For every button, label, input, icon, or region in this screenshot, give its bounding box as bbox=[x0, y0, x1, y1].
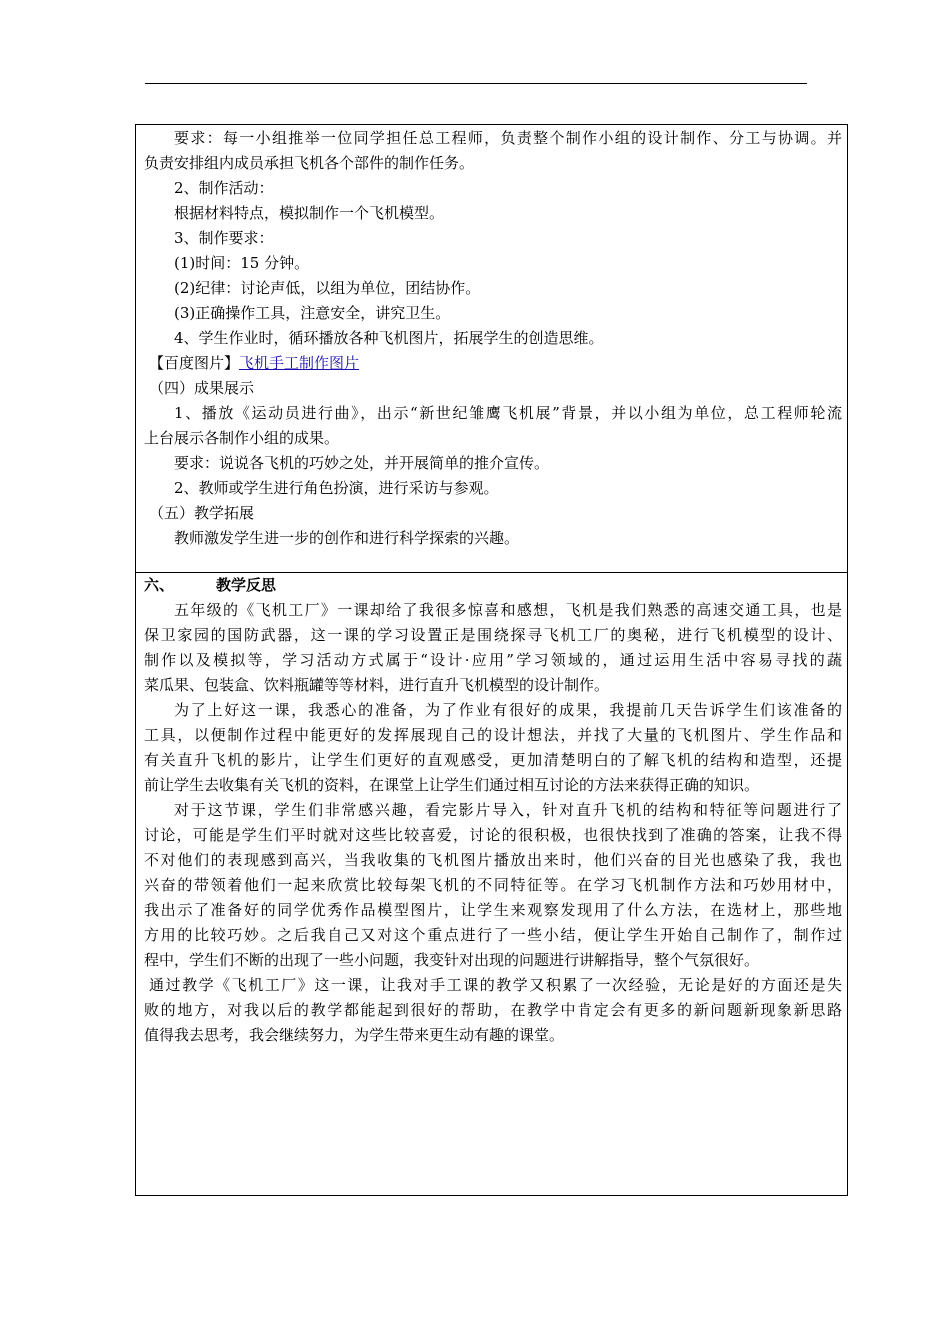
reflection-p2-line-3: 有关直升飞机的影片，让学生们更好的直观感受，更加清楚明白的了解飞机的结构和造型，还提 bbox=[144, 751, 842, 769]
activity-cell bbox=[136, 125, 847, 573]
reflection-heading bbox=[144, 573, 842, 598]
resource-line bbox=[149, 351, 842, 376]
baidu-image-link[interactable]: 飞机手工制作图片 bbox=[239, 354, 360, 372]
requirement-time: (1)时间：15 分钟。 bbox=[174, 254, 310, 272]
section-title: 教学反思 bbox=[216, 576, 277, 594]
results-requirement: 要求：说说各飞机的巧妙之处，并开展简单的推介宣传。 bbox=[174, 454, 550, 472]
reflection-p2-line-4: 前让学生去收集有关飞机的资料，在课堂上让学生们通过相互讨论的方法来获得正确的知识。 bbox=[144, 776, 760, 794]
extension-heading: （五）教学拓展 bbox=[149, 504, 255, 522]
section-number: 六、 bbox=[144, 576, 175, 594]
reflection-p1-line-4: 菜瓜果、包装盒、饮料瓶罐等等材料，进行直升飞机模型的设计制作。 bbox=[144, 676, 610, 694]
reflection-cell bbox=[136, 573, 847, 1195]
reflection-p4-line-1: 通过教学《飞机工厂》这一课，让我对手工课的教学又积累了一次经验，无论是好的方面还是失 bbox=[149, 976, 842, 994]
reflection-p3-line-1: 对于这节课，学生们非常感兴趣，看完影片导入，针对直升飞机的结构和特征等问题进行了 bbox=[174, 801, 842, 819]
reflection-p3-line-2: 讨论，可能是学生们平时就对这些比较喜爱，讨论的很积极，也很快找到了准确的答案，让我不得 bbox=[144, 826, 842, 844]
reflection-p4-line-2: 败的地方，对我以后的教学都能起到很好的帮助，在教学中肯定会有更多的新问题新现象新思路 bbox=[144, 1001, 842, 1019]
reflection-p3-line-4: 兴奋的带领着他们一起来欣赏比较每架飞机的不同特征等。在学习飞机制作方法和巧妙用材中， bbox=[144, 876, 842, 894]
requirement-line-1: 要求：每一小组推举一位同学担任总工程师，负责整个制作小组的设计制作、分工与协调。并 bbox=[174, 129, 842, 147]
header-rule bbox=[145, 83, 807, 84]
extension-text: 教师激发学生进一步的创作和进行科学探索的兴趣。 bbox=[174, 529, 520, 547]
reflection-p2-line-1: 为了上好这一课，我悉心的准备，为了作业有很好的成果，我提前几天告诉学生们该准备的 bbox=[174, 701, 842, 719]
requirement-discipline: (2)纪律：讨论声低，以组为单位，团结协作。 bbox=[174, 279, 481, 297]
resource-prefix: 【百度图片】 bbox=[149, 354, 240, 372]
reflection-p1-line-1: 五年级的《飞机工厂》一课却给了我很多惊喜和感想，飞机是我们熟悉的高速交通工具，也是 bbox=[174, 601, 842, 619]
slideshow-note: 4、学生作业时，循环播放各种飞机图片，拓展学生的创造思维。 bbox=[174, 329, 604, 347]
reflection-p3-line-6: 方用的比较巧妙。之后我自己又对这个重点进行了一些小结，便让学生开始自己制作了，制作过 bbox=[144, 926, 842, 944]
role-play-line: 2、教师或学生进行角色扮演，进行采访与参观。 bbox=[174, 479, 499, 497]
production-activity-heading: 2、制作活动： bbox=[174, 179, 274, 197]
results-heading: （四）成果展示 bbox=[149, 379, 255, 397]
results-line-1: 1、播放《运动员进行曲》，出示“新世纪雏鹰飞机展”背景，并以小组为单位，总工程师轮流 bbox=[174, 404, 842, 422]
requirement-line-2: 负责安排组内成员承担飞机各个部件的制作任务。 bbox=[144, 154, 475, 172]
reflection-p2-line-2: 工具，以便制作过程中能更好的发挥展现自己的设计想法，并找了大量的飞机图片、学生作品和 bbox=[144, 726, 842, 744]
production-requirements-heading: 3、制作要求： bbox=[174, 229, 274, 247]
reflection-p3-line-3: 不对他们的表现感到高兴，当我收集的飞机图片播放出来时，他们兴奋的目光也感染了我，我也 bbox=[144, 851, 842, 869]
reflection-p3-line-7: 程中，学生们不断的出现了一些小问题，我变针对出现的问题进行讲解指导，整个气氛很好。 bbox=[144, 951, 760, 969]
results-line-2: 上台展示各制作小组的成果。 bbox=[144, 429, 340, 447]
reflection-p1-line-2: 保卫家园的国防武器，这一课的学习设置正是围绕探寻飞机工厂的奥秘，进行飞机模型的设计、 bbox=[144, 626, 842, 644]
requirement-safety: (3)正确操作工具，注意安全，讲究卫生。 bbox=[174, 304, 451, 322]
reflection-p4-line-3: 值得我去思考，我会继续努力，为学生带来更生动有趣的课堂。 bbox=[144, 1026, 565, 1044]
production-activity-text: 根据材料特点，模拟制作一个飞机模型。 bbox=[174, 204, 445, 222]
reflection-p1-line-3: 制作以及模拟等，学习活动方式属于“设计·应用”学习领域的，通过运用生活中容易寻找的蔬 bbox=[144, 651, 842, 669]
lesson-plan-table bbox=[135, 124, 848, 1196]
reflection-p3-line-5: 我出示了准备好的同学优秀作品模型图片，让学生来观察发现用了什么方法，在选材上，那些地 bbox=[144, 901, 842, 919]
